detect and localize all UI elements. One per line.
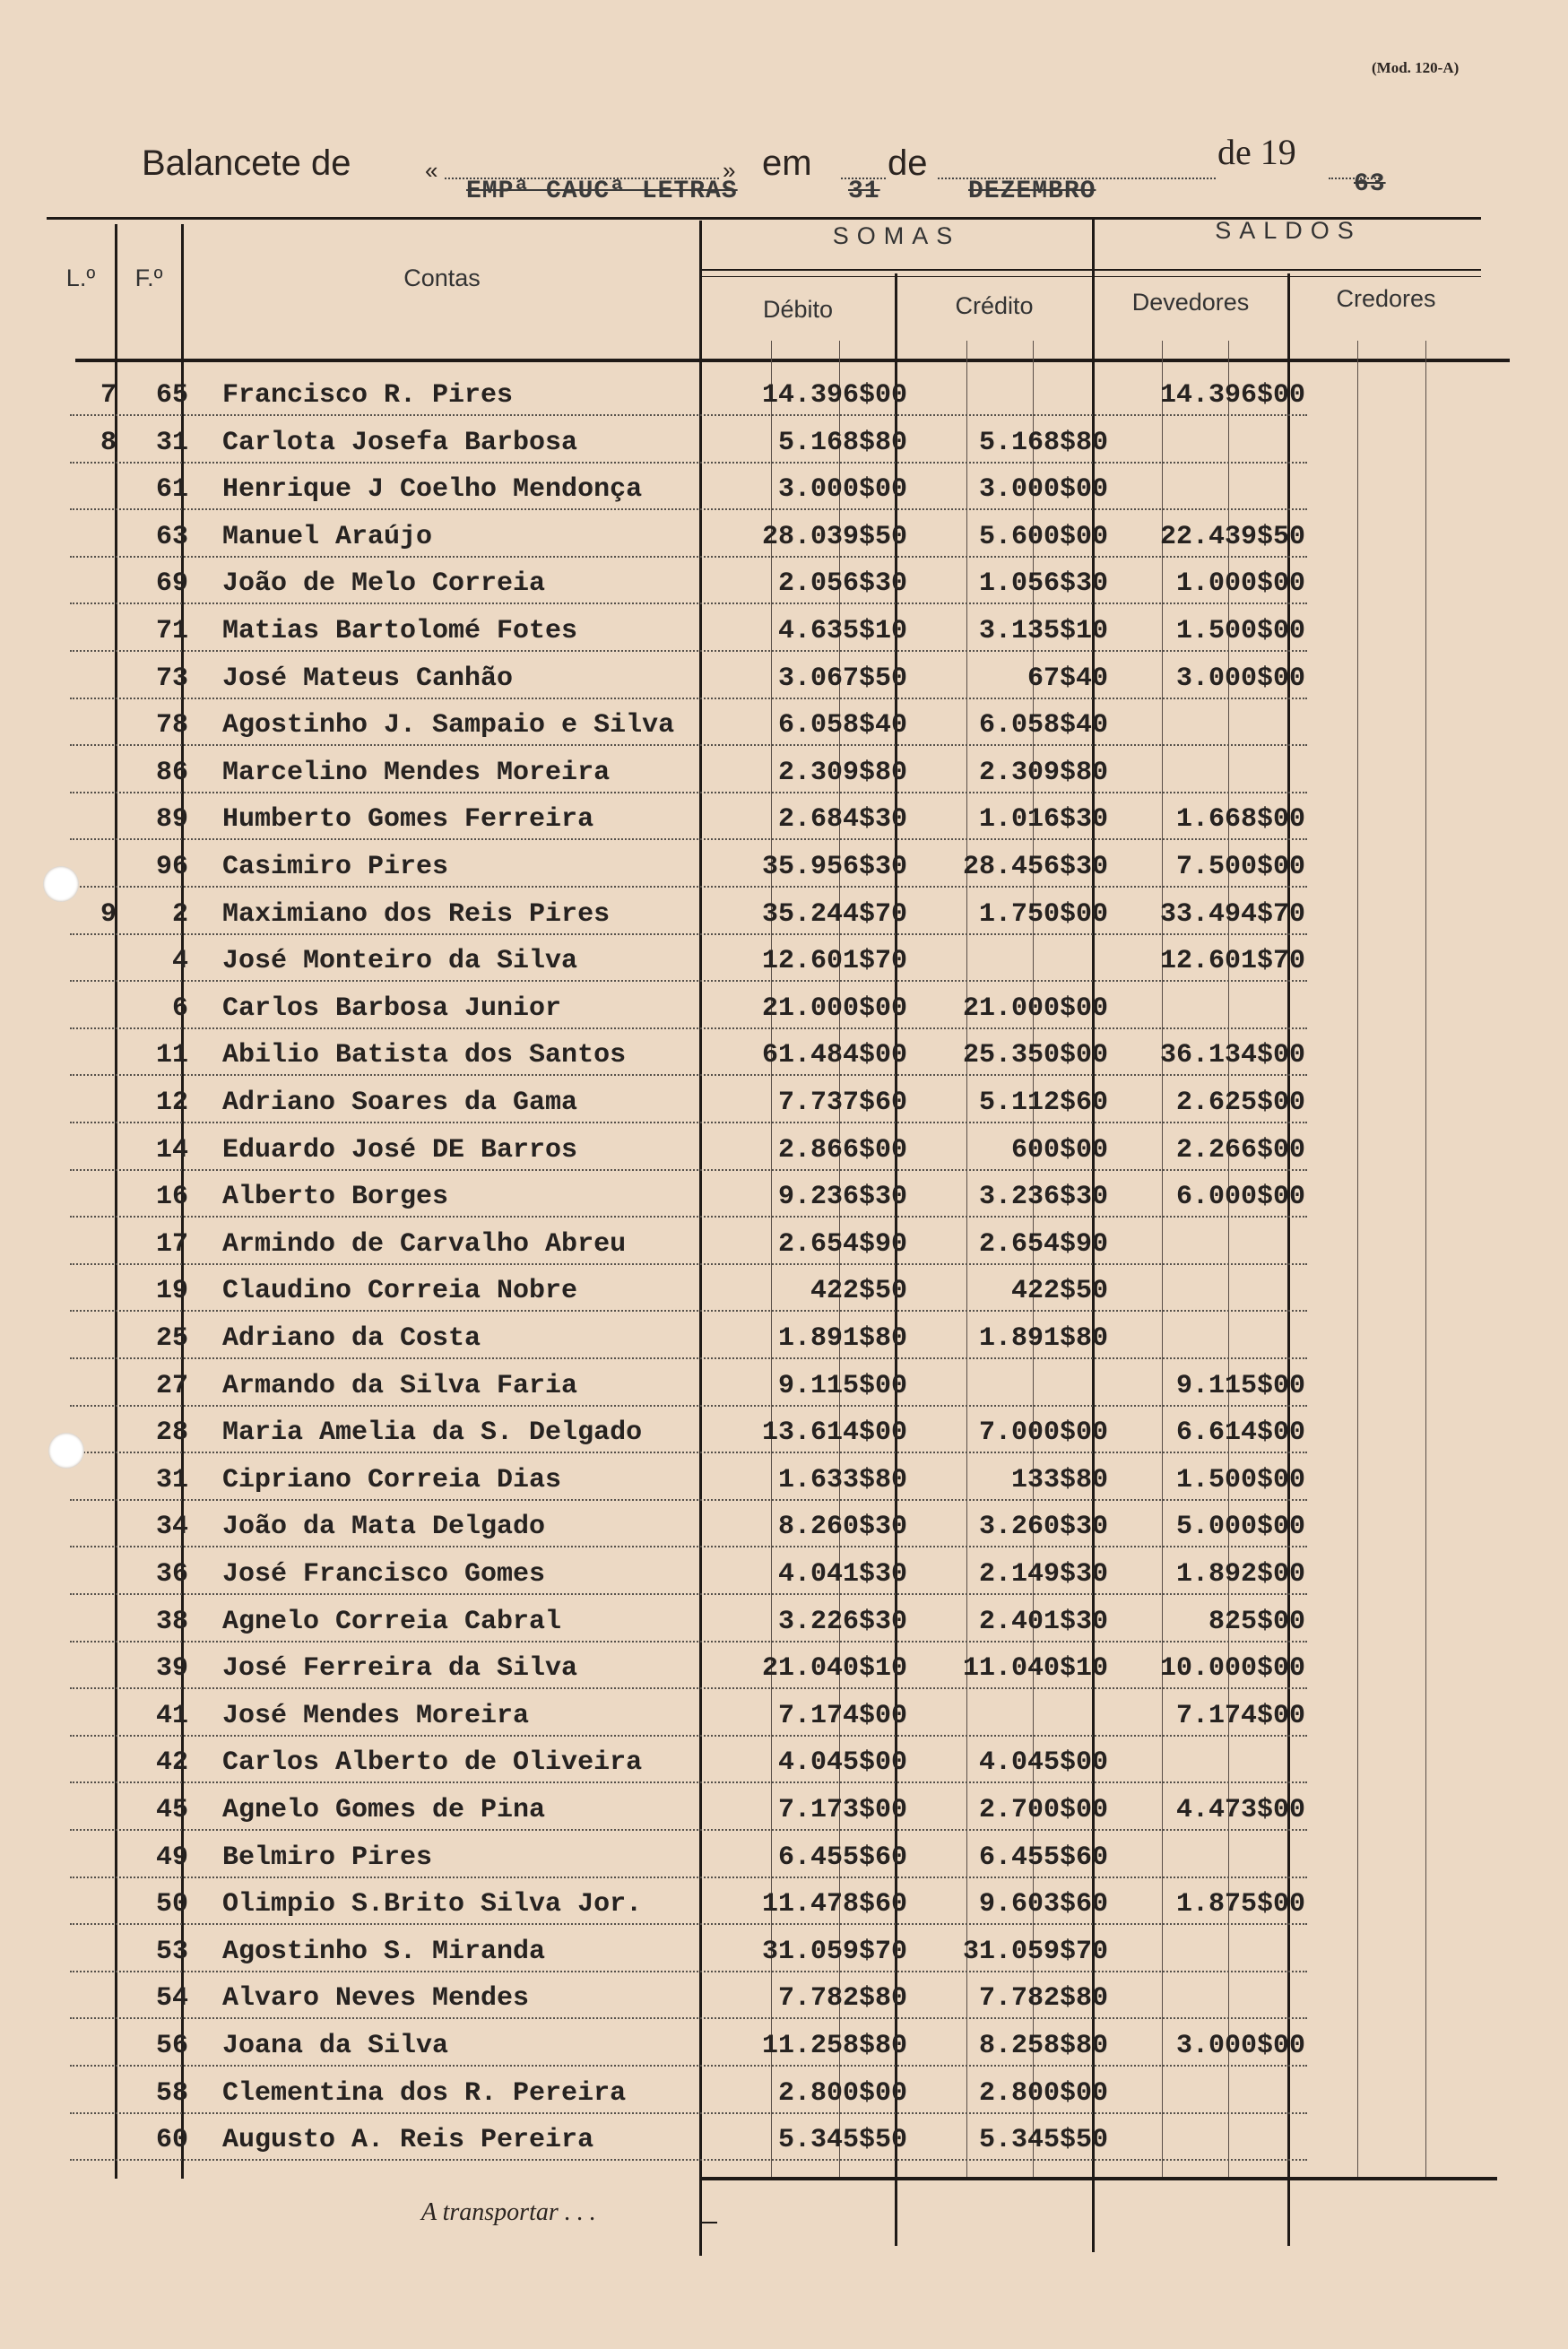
- cell-credito: 7.782$80: [978, 1983, 1108, 2014]
- cell-account-name: Clementina dos R. Pereira: [222, 2078, 627, 2109]
- cell-folha: 27: [155, 1371, 188, 1401]
- row-rule: [70, 2065, 1307, 2067]
- cell-account-name: João da Mata Delgado: [222, 1512, 546, 1542]
- row-rule: [70, 980, 1307, 982]
- cell-devedores: 14.396$00: [1159, 380, 1305, 411]
- cell-credito: 67$40: [1027, 663, 1108, 694]
- cell-debito: 2.866$00: [777, 1135, 907, 1166]
- row-rule: [70, 1263, 1307, 1265]
- cell-folha: 54: [155, 1983, 188, 2014]
- header-somas: SOMAS: [832, 222, 961, 249]
- cell-folha: 96: [155, 852, 188, 882]
- cell-debito: 3.067$50: [777, 663, 907, 694]
- cell-devedores: 36.134$00: [1159, 1040, 1305, 1070]
- cell-folha: 53: [155, 1937, 188, 1967]
- cell-credito: 6.058$40: [978, 710, 1108, 741]
- row-rule: [70, 1781, 1307, 1783]
- row-rule: [70, 602, 1307, 604]
- title-prefix: Balancete de: [142, 143, 351, 183]
- header-saldos: SALDOS: [1215, 217, 1362, 244]
- cell-credito: 2.401$30: [978, 1607, 1108, 1637]
- cell-credito: 3.236$30: [978, 1182, 1108, 1212]
- row-rule: [70, 886, 1307, 888]
- cell-credito: 4.045$00: [978, 1747, 1108, 1778]
- cell-account-name: José Ferreira da Silva: [222, 1653, 578, 1684]
- cell-devedores: 3.000$00: [1175, 2031, 1305, 2061]
- cell-credito: 3.135$10: [978, 616, 1108, 646]
- row-rule: [70, 1169, 1307, 1171]
- cell-account-name: Matias Bartolomé Fotes: [222, 616, 578, 646]
- cell-debito: 7.782$80: [777, 1983, 907, 2014]
- cell-credito: 3.000$00: [978, 474, 1108, 505]
- header-bottom-rule: [75, 359, 1510, 362]
- cell-account-name: Alvaro Neves Mendes: [222, 1983, 530, 2014]
- cell-debito: 4.041$30: [777, 1559, 907, 1590]
- cell-devedores: 1.000$00: [1175, 568, 1305, 599]
- cell-account-name: Alberto Borges: [222, 1182, 449, 1212]
- cell-credito: 2.654$90: [978, 1229, 1108, 1260]
- cell-devedores: 12.601$70: [1159, 946, 1305, 976]
- cell-folha: 14: [155, 1135, 188, 1166]
- cell-folha: 38: [155, 1607, 188, 1637]
- cell-debito: 61.484$00: [761, 1040, 907, 1070]
- row-rule: [70, 462, 1307, 464]
- cell-debito: 4.045$00: [777, 1747, 907, 1778]
- cell-account-name: Adriano Soares da Gama: [222, 1088, 578, 1118]
- cell-account-name: José Monteiro da Silva: [222, 946, 578, 976]
- cell-debito: 11.478$60: [761, 1889, 907, 1920]
- row-rule: [70, 1546, 1307, 1547]
- cell-devedores: 825$00: [1208, 1607, 1305, 1637]
- cell-credito: 21.000$00: [962, 993, 1108, 1024]
- cell-debito: 7.737$60: [777, 1088, 907, 1118]
- cell-account-name: Carlos Barbosa Junior: [222, 993, 562, 1024]
- cell-folha: 65: [155, 380, 188, 411]
- cell-debito: 2.654$90: [777, 1229, 907, 1260]
- row-rule: [70, 1405, 1307, 1407]
- cell-folha: 58: [155, 2078, 188, 2109]
- cell-account-name: Adriano da Costa: [222, 1323, 481, 1354]
- header-credores: Credores: [1336, 285, 1436, 312]
- cell-account-name: Cipriano Correia Dias: [222, 1465, 562, 1495]
- row-rule: [70, 1357, 1307, 1359]
- cell-debito: 6.058$40: [777, 710, 907, 741]
- cell-credito: 1.891$80: [978, 1323, 1108, 1354]
- subcol-credores-2: [1425, 341, 1426, 2179]
- cell-folha: 4: [171, 946, 188, 976]
- row-rule: [70, 1027, 1307, 1029]
- cell-folha: 89: [155, 804, 188, 835]
- binder-hole-bottom: [48, 1433, 84, 1469]
- cell-account-name: Maximiano dos Reis Pires: [222, 899, 611, 930]
- cell-debito: 1.891$80: [777, 1323, 907, 1354]
- cell-account-name: Manuel Araújo: [222, 522, 433, 552]
- cell-account-name: Agostinho S. Miranda: [222, 1937, 546, 1967]
- cell-devedores: 6.000$00: [1175, 1182, 1305, 1212]
- title-year-prefix: de 19: [1217, 132, 1296, 172]
- col-line-livro: [115, 224, 117, 2179]
- header-contas: Contas: [403, 264, 481, 291]
- cell-devedores: 7.174$00: [1175, 1701, 1305, 1731]
- cell-folha: 2: [171, 899, 188, 930]
- cell-credito: 2.309$80: [978, 758, 1108, 788]
- row-rule: [70, 698, 1307, 699]
- cell-debito: 8.260$30: [777, 1512, 907, 1542]
- row-rule: [70, 1310, 1307, 1312]
- cell-debito: 2.800$00: [777, 2078, 907, 2109]
- cell-account-name: Abilio Batista dos Santos: [222, 1040, 627, 1070]
- cell-debito: 11.258$80: [761, 2031, 907, 2061]
- row-rule: [70, 1923, 1307, 1925]
- cell-credito: 31.059$70: [962, 1937, 1108, 1967]
- cell-credito: 1.056$30: [978, 568, 1108, 599]
- transport-stub: [699, 2222, 717, 2223]
- row-rule: [70, 1593, 1307, 1595]
- row-rule: [70, 2112, 1307, 2114]
- cell-account-name: José Mateus Canhão: [222, 663, 514, 694]
- header-devedores: Devedores: [1131, 289, 1250, 316]
- header-livro: L.º: [65, 264, 96, 291]
- row-rule: [70, 1074, 1307, 1076]
- cell-account-name: Henrique J Coelho Mendonça: [222, 474, 643, 505]
- cell-folha: 12: [155, 1088, 188, 1118]
- cell-account-name: Agnelo Gomes de Pina: [222, 1795, 546, 1825]
- cell-credito: 2.800$00: [978, 2078, 1108, 2109]
- cell-credito: 422$50: [1010, 1276, 1108, 1306]
- cell-account-name: Augusto A. Reis Pereira: [222, 2125, 594, 2155]
- cell-debito: 5.345$50: [777, 2125, 907, 2155]
- cell-credito: 2.700$00: [978, 1795, 1108, 1825]
- cell-folha: 42: [155, 1747, 188, 1778]
- cell-account-name: Agnelo Correia Cabral: [222, 1607, 562, 1637]
- cell-folha: 50: [155, 1889, 188, 1920]
- row-rule: [70, 744, 1307, 746]
- cell-devedores: 22.439$50: [1159, 522, 1305, 552]
- cell-devedores: 1.668$00: [1175, 804, 1305, 835]
- cell-credito: 5.345$50: [978, 2125, 1108, 2155]
- cell-folha: 56: [155, 2031, 188, 2061]
- cell-debito: 6.455$60: [777, 1842, 907, 1873]
- row-rule: [70, 650, 1307, 652]
- row-rule: [70, 1735, 1307, 1737]
- cell-devedores: 1.500$00: [1175, 616, 1305, 646]
- cell-devedores: 1.892$00: [1175, 1559, 1305, 1590]
- cell-devedores: 5.000$00: [1175, 1512, 1305, 1542]
- cell-account-name: Claudino Correia Nobre: [222, 1276, 578, 1306]
- row-rule: [70, 556, 1307, 558]
- cell-credito: 5.600$00: [978, 522, 1108, 552]
- row-rule: [70, 792, 1307, 793]
- cell-folha: 78: [155, 710, 188, 741]
- row-rule: [70, 933, 1307, 935]
- cell-credito: 9.603$60: [978, 1889, 1108, 1920]
- cell-folha: 31: [155, 1465, 188, 1495]
- cell-debito: 2.309$80: [777, 758, 907, 788]
- cell-account-name: Carlota Josefa Barbosa: [222, 428, 578, 458]
- cell-folha: 49: [155, 1842, 188, 1873]
- cell-debito: 422$50: [810, 1276, 907, 1306]
- cell-folha: 6: [171, 993, 188, 1024]
- cell-account-name: João de Melo Correia: [222, 568, 546, 599]
- cell-folha: 19: [155, 1276, 188, 1306]
- title-de: de: [888, 143, 928, 183]
- cell-credito: 25.350$00: [962, 1040, 1108, 1070]
- cell-devedores: 1.500$00: [1175, 1465, 1305, 1495]
- cell-account-name: José Mendes Moreira: [222, 1701, 530, 1731]
- cell-folha: 39: [155, 1653, 188, 1684]
- cell-folha: 41: [155, 1701, 188, 1731]
- header-credito: Crédito: [955, 292, 1034, 319]
- cell-debito: 2.056$30: [777, 568, 907, 599]
- typed-account: EMPª CAUCª LETRAS: [466, 178, 738, 205]
- cell-credito: 6.455$60: [978, 1842, 1108, 1873]
- cell-debito: 35.244$70: [761, 899, 907, 930]
- cell-debito: 9.236$30: [777, 1182, 907, 1212]
- cell-devedores: 2.625$00: [1175, 1088, 1305, 1118]
- row-rule: [70, 1452, 1307, 1453]
- cell-account-name: Agostinho J. Sampaio e Silva: [222, 710, 675, 741]
- cell-account-name: Olimpio S.Brito Silva Jor.: [222, 1889, 643, 1920]
- cell-devedores: 9.115$00: [1175, 1371, 1305, 1401]
- cell-livro: 7: [100, 380, 117, 411]
- cell-credito: 5.168$80: [978, 428, 1108, 458]
- cell-debito: 31.059$70: [761, 1937, 907, 1967]
- subcol-credores-1: [1357, 341, 1358, 2179]
- cell-account-name: Marcelino Mendes Moreira: [222, 758, 611, 788]
- cell-debito: 35.956$30: [761, 852, 907, 882]
- cell-folha: 34: [155, 1512, 188, 1542]
- cell-debito: 21.000$00: [761, 993, 907, 1024]
- cell-account-name: José Francisco Gomes: [222, 1559, 546, 1590]
- cell-folha: 36: [155, 1559, 188, 1590]
- cell-debito: 12.601$70: [761, 946, 907, 976]
- cell-debito: 3.226$30: [777, 1607, 907, 1637]
- cell-devedores: 1.875$00: [1175, 1889, 1305, 1920]
- cell-credito: 133$80: [1010, 1465, 1108, 1495]
- cell-folha: 31: [155, 428, 188, 458]
- cell-folha: 86: [155, 758, 188, 788]
- cell-folha: 17: [155, 1229, 188, 1260]
- cell-credito: 5.112$60: [978, 1088, 1108, 1118]
- bottom-rule: [699, 2177, 1497, 2180]
- cell-account-name: Carlos Alberto de Oliveira: [222, 1747, 643, 1778]
- header-folha: F.º: [134, 264, 163, 291]
- cell-account-name: Eduardo José DE Barros: [222, 1135, 578, 1166]
- cell-credito: 600$00: [1010, 1135, 1108, 1166]
- row-rule: [70, 1687, 1307, 1689]
- cell-devedores: 10.000$00: [1159, 1653, 1305, 1684]
- cell-debito: 3.000$00: [777, 474, 907, 505]
- cell-devedores: 7.500$00: [1175, 852, 1305, 882]
- cell-folha: 69: [155, 568, 188, 599]
- row-rule: [70, 1971, 1307, 1972]
- cell-folha: 60: [155, 2125, 188, 2155]
- title-open-quote: «: [425, 157, 438, 184]
- cell-folha: 25: [155, 1323, 188, 1354]
- cell-folha: 11: [155, 1040, 188, 1070]
- transport-label: A transportar . . .: [421, 2198, 596, 2226]
- cell-debito: 2.684$30: [777, 804, 907, 835]
- form-code: (Mod. 120-A): [1372, 59, 1460, 76]
- cell-folha: 28: [155, 1417, 188, 1448]
- cell-folha: 63: [155, 522, 188, 552]
- cell-debito: 13.614$00: [761, 1417, 907, 1448]
- row-rule: [70, 838, 1307, 840]
- row-rule: [70, 1122, 1307, 1123]
- typed-year: 63: [1354, 170, 1386, 198]
- cell-account-name: Casimiro Pires: [222, 852, 449, 882]
- cell-debito: 14.396$00: [761, 380, 907, 411]
- cell-devedores: 2.266$00: [1175, 1135, 1305, 1166]
- row-rule: [70, 1641, 1307, 1643]
- cell-debito: 7.174$00: [777, 1701, 907, 1731]
- cell-livro: 9: [100, 899, 117, 930]
- cell-folha: 61: [155, 474, 188, 505]
- row-rule: [70, 2017, 1307, 2019]
- cell-credito: 11.040$10: [962, 1653, 1108, 1684]
- cell-credito: 8.258$80: [978, 2031, 1108, 2061]
- row-rule: [70, 1829, 1307, 1831]
- cell-account-name: Maria Amelia da S. Delgado: [222, 1417, 643, 1448]
- typed-day: 31: [848, 178, 880, 205]
- cell-debito: 4.635$10: [777, 616, 907, 646]
- cell-devedores: 4.473$00: [1175, 1795, 1305, 1825]
- cell-debito: 28.039$50: [761, 522, 907, 552]
- cell-account-name: Armando da Silva Faria: [222, 1371, 578, 1401]
- cell-debito: 7.173$00: [777, 1795, 907, 1825]
- cell-folha: 45: [155, 1795, 188, 1825]
- typed-month: DEZEMBRO: [968, 178, 1096, 205]
- row-rule: [70, 2159, 1307, 2161]
- cell-credito: 3.260$30: [978, 1512, 1108, 1542]
- cell-livro: 8: [100, 428, 117, 458]
- cell-folha: 71: [155, 616, 188, 646]
- cell-debito: 1.633$80: [777, 1465, 907, 1495]
- cell-debito: 21.040$10: [761, 1653, 907, 1684]
- cell-devedores: 33.494$70: [1159, 899, 1305, 930]
- cell-credito: 7.000$00: [978, 1417, 1108, 1448]
- somas-saldos-rule-2: [701, 276, 1481, 277]
- cell-credito: 2.149$30: [978, 1559, 1108, 1590]
- cell-account-name: Francisco R. Pires: [222, 380, 514, 411]
- binder-hole-top: [43, 866, 79, 902]
- cell-credito: 1.750$00: [978, 899, 1108, 930]
- cell-devedores: 3.000$00: [1175, 663, 1305, 694]
- cell-folha: 73: [155, 663, 188, 694]
- title-em: em: [762, 143, 812, 183]
- header-debito: Débito: [762, 296, 834, 323]
- cell-credito: 1.016$30: [978, 804, 1108, 835]
- row-rule: [70, 1499, 1307, 1501]
- title-close-quote: »: [723, 157, 736, 184]
- cell-debito: 9.115$00: [777, 1371, 907, 1401]
- cell-account-name: Joana da Silva: [222, 2031, 449, 2061]
- row-rule: [70, 414, 1307, 416]
- cell-devedores: 6.614$00: [1175, 1417, 1305, 1448]
- row-rule: [70, 1216, 1307, 1218]
- cell-account-name: Humberto Gomes Ferreira: [222, 804, 594, 835]
- cell-debito: 5.168$80: [777, 428, 907, 458]
- cell-credito: 28.456$30: [962, 852, 1108, 882]
- somas-saldos-rule: [701, 269, 1481, 271]
- cell-account-name: Armindo de Carvalho Abreu: [222, 1229, 627, 1260]
- cell-folha: 16: [155, 1182, 188, 1212]
- row-rule: [70, 508, 1307, 510]
- cell-account-name: Belmiro Pires: [222, 1842, 433, 1873]
- row-rule: [70, 1877, 1307, 1878]
